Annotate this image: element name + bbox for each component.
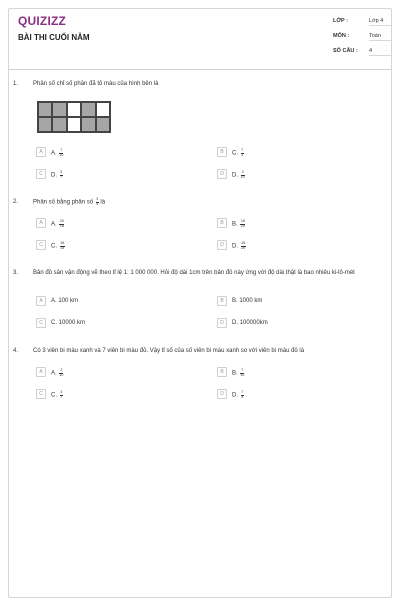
fraction: $\frac{3}{7}$ — [60, 170, 63, 179]
shaded-cell — [96, 117, 110, 132]
option-b[interactable]: B. $\frac{7}{10}$ — [232, 368, 245, 377]
question-number: 2. — [13, 199, 19, 205]
option-letter-box[interactable]: A — [36, 218, 46, 228]
option-letter-box[interactable]: A — [36, 367, 46, 377]
fraction: $\frac{15}{20}$ — [241, 241, 246, 250]
meta-label-class: LỚP : — [333, 18, 348, 24]
meta-value-class: Lớp 4 — [369, 18, 391, 26]
option-a[interactable]: A. $\frac{3}{10}$ — [51, 368, 64, 377]
shaded-cell — [38, 102, 52, 117]
option-c[interactable]: C. $\frac{16}{15}$ — [51, 241, 65, 250]
meta-value-subject: Toán — [369, 33, 391, 41]
option-letter-box[interactable]: D — [217, 240, 227, 250]
option-c[interactable]: C. $\frac{3}{7}$ — [51, 390, 63, 399]
unshaded-cell — [67, 117, 81, 132]
option-letter-box[interactable]: C — [36, 389, 46, 399]
option-b[interactable]: B. 1000 km — [232, 298, 263, 304]
option-letter-box[interactable]: B — [217, 147, 227, 157]
fraction: $\frac{3}{10}$ — [59, 368, 64, 377]
option-c[interactable]: D. $\frac{3}{7}$ — [51, 170, 63, 179]
question-text: Phân số bằng phân số $\frac{3}{4}$ là — [33, 197, 106, 206]
fraction: $\frac{7}{10}$ — [240, 368, 245, 377]
fraction: $\frac{7}{3}$ — [241, 390, 244, 399]
question-text: Có 3 viên bi màu xanh và 7 viên bi màu đỏ. Vậy tỉ số của số viên bi màu xanh so với viên bi màu đỏ là — [33, 348, 305, 354]
option-letter-box[interactable]: D — [217, 318, 227, 328]
shaded-cell — [81, 117, 95, 132]
option-letter-box[interactable]: D — [217, 389, 227, 399]
option-letter-box[interactable]: B — [217, 367, 227, 377]
option-c[interactable]: C. 10000 km — [51, 320, 86, 326]
option-letter-box[interactable]: B — [217, 218, 227, 228]
meta-value-count: 4 — [369, 48, 391, 56]
shaded-fraction-figure — [37, 101, 111, 133]
option-d[interactable]: D. $\frac{3}{10}$ — [232, 170, 245, 179]
option-a[interactable]: A. $\frac{20}{16}$ — [51, 219, 64, 228]
option-d[interactable]: D. $\frac{15}{20}$ — [232, 241, 246, 250]
option-letter-box[interactable]: A — [36, 147, 46, 157]
option-a[interactable]: A. $\frac{7}{10}$ — [51, 148, 64, 157]
question-number: 4. — [13, 348, 19, 354]
shaded-cell — [52, 102, 66, 117]
meta-label-count: SỐ CÂU : — [333, 48, 358, 54]
meta-label-subject: MÔN : — [333, 33, 350, 39]
question-number: 3. — [13, 270, 19, 276]
fraction: $\frac{16}{15}$ — [60, 241, 65, 250]
option-letter-box[interactable]: C — [36, 240, 46, 250]
option-letter-box[interactable]: C — [36, 318, 46, 328]
fraction: $\frac{7}{3}$ — [241, 148, 244, 157]
option-letter-box[interactable]: A — [36, 296, 46, 306]
option-letter-box[interactable]: D — [217, 169, 227, 179]
question-number: 1. — [13, 81, 19, 87]
fraction: $\frac{3}{7}$ — [60, 390, 63, 399]
unshaded-cell — [96, 102, 110, 117]
option-b[interactable]: B. $\frac{16}{20}$ — [232, 219, 245, 228]
shaded-cell — [52, 117, 66, 132]
unshaded-cell — [67, 102, 81, 117]
option-letter-box[interactable]: C — [36, 169, 46, 179]
fraction: $\frac{20}{16}$ — [59, 219, 64, 228]
shaded-cell — [81, 102, 95, 117]
fraction: $\frac{3}{4}$ — [96, 197, 99, 206]
question-text: Bản đồ sân vận động vẽ theo tỉ lệ 1: 1 000 000. Hỏi độ dài 1cm trên bản đồ này ứng với độ dài thật là bao nhiêu ki-lô-mét — [33, 270, 355, 276]
worksheet-header — [9, 9, 391, 70]
option-d[interactable]: D. $\frac{7}{3}$ — [232, 390, 244, 399]
question-text: Phân số chỉ số phần đã tô màu của hình bên là — [33, 81, 159, 87]
option-letter-box[interactable]: B — [217, 296, 227, 306]
fraction: $\frac{7}{10}$ — [59, 148, 64, 157]
shaded-cell — [38, 117, 52, 132]
worksheet-page — [8, 8, 392, 598]
fraction: $\frac{3}{10}$ — [240, 170, 245, 179]
option-b[interactable]: C. $\frac{7}{3}$ — [232, 148, 244, 157]
fraction: $\frac{16}{20}$ — [240, 219, 245, 228]
quizizz-logo: QUIZIZZ — [18, 14, 67, 28]
option-a[interactable]: A. 100 km — [51, 298, 79, 304]
page-title: BÀI THI CUỐI NĂM — [18, 33, 90, 42]
option-d[interactable]: D. 100000km — [232, 320, 268, 326]
